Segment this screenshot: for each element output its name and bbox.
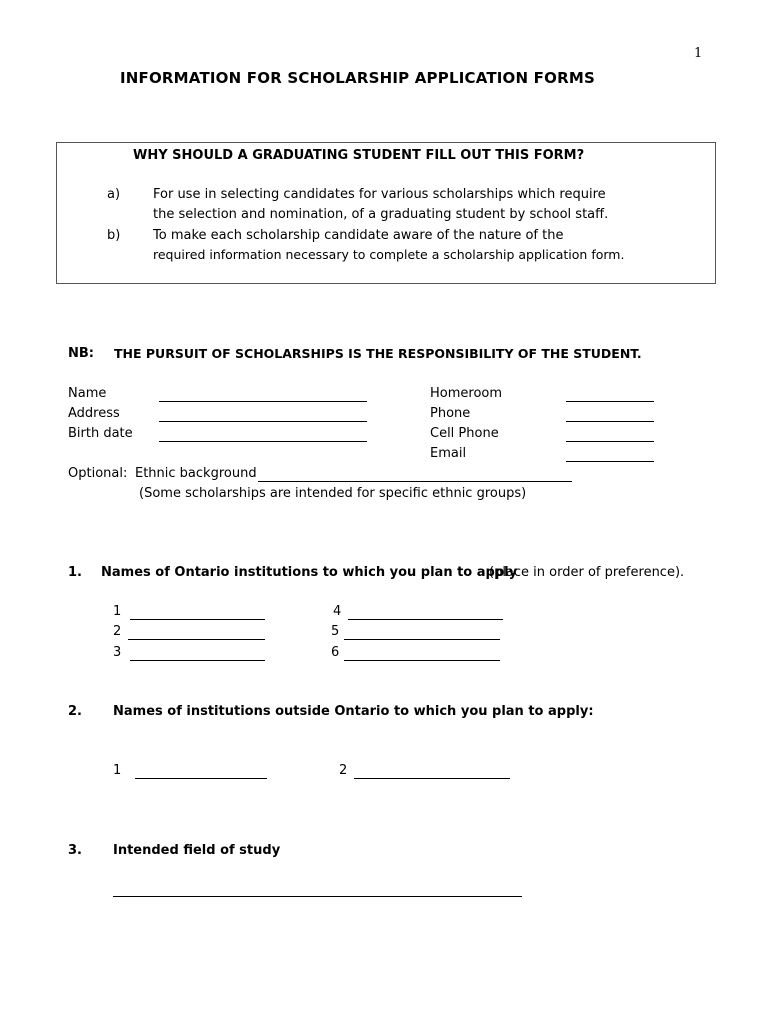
q1-slot-2-label: 2 — [113, 624, 122, 639]
phone-label: Phone — [430, 406, 471, 421]
nb-text: THE PURSUIT OF SCHOLARSHIPS IS THE RESPONSIBILITY OF THE STUDENT. — [114, 346, 642, 361]
item-b-marker: b) — [107, 228, 121, 243]
q1-slot-1-field[interactable] — [130, 619, 265, 620]
q2-slot-2-field[interactable] — [354, 778, 510, 779]
q1-slot-6-field[interactable] — [344, 660, 500, 661]
page-title: INFORMATION FOR SCHOLARSHIP APPLICATION FORMS — [120, 69, 595, 87]
birth-date-label: Birth date — [68, 426, 133, 441]
item-a-line1: For use in selecting candidates for various scholarships which require — [153, 187, 606, 202]
homeroom-label: Homeroom — [430, 386, 503, 401]
q1-slot-4-label: 4 — [333, 604, 342, 619]
q2-slot-1-field[interactable] — [135, 778, 267, 779]
q2-slot-2-label: 2 — [339, 763, 348, 778]
address-label: Address — [68, 406, 120, 421]
q1-slot-2-field[interactable] — [128, 639, 265, 640]
q2-text: Names of institutions outside Ontario to which you plan to apply: — [113, 704, 594, 719]
optional-label: Optional: — [68, 466, 128, 481]
page-number: 1 — [694, 46, 703, 61]
q1-text: Names of Ontario institutions to which you plan to apply — [101, 565, 518, 580]
address-field[interactable] — [159, 421, 367, 422]
q1-slot-3-field[interactable] — [130, 660, 265, 661]
cell-phone-label: Cell Phone — [430, 426, 499, 441]
q1-slot-1-label: 1 — [113, 604, 122, 619]
q2-slot-1-label: 1 — [113, 763, 122, 778]
homeroom-field[interactable] — [566, 401, 654, 402]
cell-phone-field[interactable] — [566, 441, 654, 442]
q1-number: 1. — [68, 565, 82, 580]
q3-number: 3. — [68, 843, 82, 858]
q2-number: 2. — [68, 704, 82, 719]
email-label: Email — [430, 446, 467, 461]
ethnic-background-label: Ethnic background — [135, 466, 257, 481]
nb-label: NB: — [68, 346, 94, 361]
ethnic-note: (Some scholarships are intended for specific ethnic groups) — [139, 486, 527, 501]
why-box-heading: WHY SHOULD A GRADUATING STUDENT FILL OUT THIS FORM? — [133, 148, 585, 163]
q1-note: (place in order of preference). — [489, 565, 685, 580]
q1-slot-4-field[interactable] — [348, 619, 503, 620]
item-a-line2: the selection and nomination, of a graduating student by school staff. — [153, 207, 609, 222]
phone-field[interactable] — [566, 421, 654, 422]
q1-slot-6-label: 6 — [331, 645, 340, 660]
q1-slot-3-label: 3 — [113, 645, 122, 660]
email-field[interactable] — [566, 461, 654, 462]
birth-date-field[interactable] — [159, 441, 367, 442]
name-field[interactable] — [159, 401, 367, 402]
name-label: Name — [68, 386, 107, 401]
item-a-marker: a) — [107, 187, 121, 202]
field-of-study-field[interactable] — [113, 896, 522, 897]
item-b-line2: required information necessary to complete a scholarship application form. — [153, 247, 625, 262]
q1-slot-5-label: 5 — [331, 624, 340, 639]
q3-text: Intended field of study — [113, 843, 281, 858]
item-b-line1: To make each scholarship candidate aware of the nature of the — [153, 228, 564, 243]
q1-slot-5-field[interactable] — [344, 639, 500, 640]
ethnic-background-field[interactable] — [258, 481, 572, 482]
